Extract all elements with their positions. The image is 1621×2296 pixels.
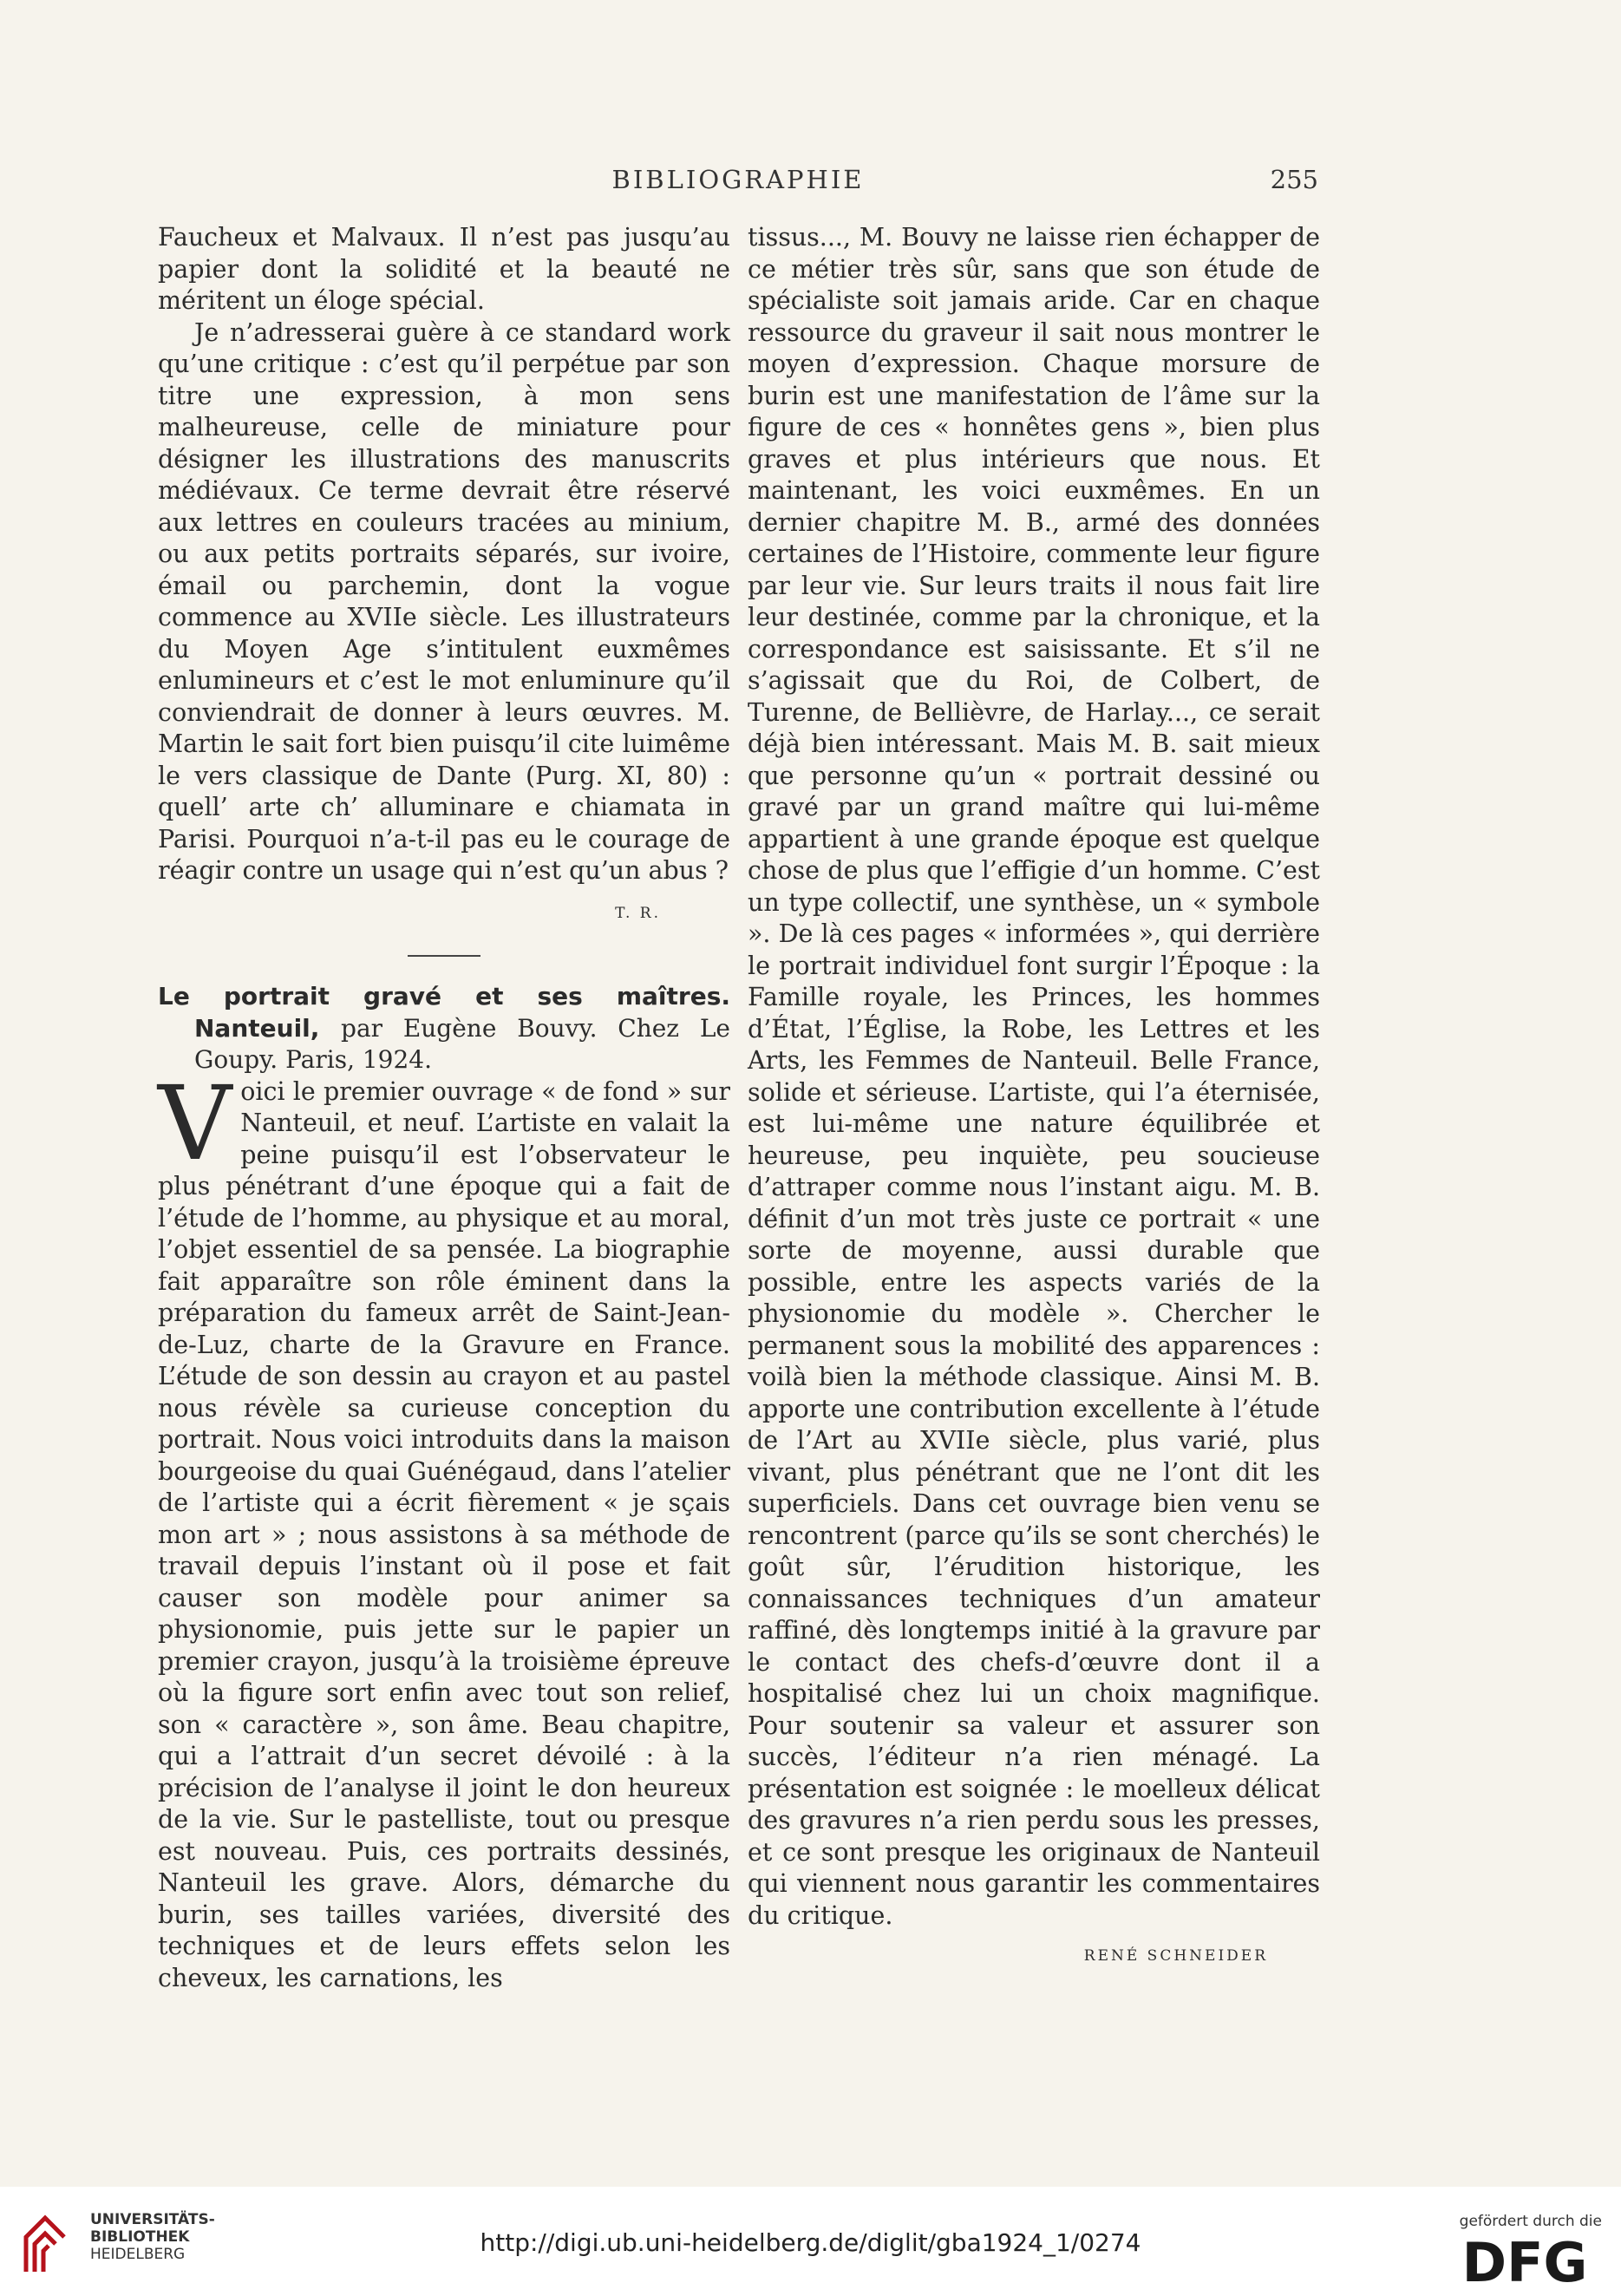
page-number: 255 — [1270, 165, 1318, 194]
sponsor-caption: gefördert durch die — [1459, 2213, 1602, 2230]
review-signature-author: RENÉ SCHNEIDER — [1083, 1947, 1268, 1965]
left-paragraph-3-text: oici le premier ouvrage « de fond » sur Nanteuil, et neuf. L’artiste en valait la peine puisqu’il est l’observateur le plus pénétrant d’une époque qui a fait de l’étude de l’homme, au physique et au moral, l’objet essentiel de sa pensée. La biographie fait apparaître son rôle éminent dans la préparation du fameux arrêt de Saint-Jean-de-Luz, charte de la Gravure en France. L’étude de son dessin au crayon et au pastel nous révèle sa curieuse conception du portrait. Nous voici introduits dans la maison bourgeoise du quai Guénégaud, dans l’atelier de l’artiste qui a écrit fièrement « je sçais mon art » ; nous assistons à sa méthode de travail depuis l’instant où il pose et fait causer son modèle pour animer sa physionomie, puis jette sur le papier un premier crayon, jusqu’à la troisième épreuve où la figure sort enfin avec tout son relief, son « caractère », son âme. Beau chapitre, qui a l’attrait d’un secret dévoilé : à la précision de l’analyse il joint le don heureux de la vie. Sur le pastelliste, tout ou presque est nouveau. Puis, ces portraits dessinés, Nanteuil les grave. Alors, démarche du burin, ses tailles variées, diversité des techniques et de leurs effets selon les cheveux, les carnations, les — [158, 1076, 730, 1992]
review-entry-meta: par Eugène Bouvy. Chez Le Goupy. Paris, 1924. — [194, 1013, 730, 1074]
viewer-footer — [0, 2187, 1621, 2296]
review-signature-initials: T. R. — [615, 904, 661, 922]
running-head — [158, 165, 1318, 200]
library-name-line-2: BIBLIOTHEK — [90, 2228, 190, 2246]
left-paragraph-2: Je n’adresserai guère à ce standard work qu’une critique : c’est qu’il perpétue par son titre une expression, à mon sens malheureuse, celle de miniature pour désigner les illustrations des manuscrits médiévaux. Ce terme devrait être réservé aux lettres en couleurs tracées au minium, ou aux petits portraits séparés, sur ivoire, émail ou parchemin, dont la vogue commence au XVIIe siècle. Les illustrateurs du Moyen Age s’intitulent euxmêmes enlumineurs et c’est le mot enluminure qu’il conviendrait de donner à leurs œuvres. M. Martin le sait fort bien puisqu’il cite luimême le vers classique de Dante (Purg. XI, 80) : quell’ arte ch’ alluminare e chiamata in Parisi. Pourquoi n’a-t-il pas eu le courage de réagir contre un usage qui n’est qu’un abus ? — [158, 317, 730, 885]
right-column — [748, 222, 1320, 1972]
library-name-line-3: HEIDELBERG — [90, 2246, 186, 2263]
section-divider — [408, 955, 480, 957]
left-paragraph-3 — [158, 1063, 730, 1995]
library-name-line-1: UNIVERSITÄTS- — [90, 2211, 215, 2228]
review-entry-title: Le portrait gravé et ses maîtres. Nanteuil, — [158, 982, 730, 1043]
right-paragraph-1: tissus..., M. Bouvy ne laisse rien échapper de ce métier très sûr, sans que son étude de spécialiste soit jamais aride. Car en chaque ressource du graveur il sait nous montrer le moyen d’expression. Chaque morsure de burin est une manifestation de l’âme sur la figure de ces « honnêtes gens », bien plus graves et plus intérieurs que nous. Et maintenant, les voici euxmêmes. En un dernier chapitre M. B., armé des données certaines de l’Histoire, commente leur figure par leur vie. Sur leurs traits il nous fait lire leur destinée, comme par la chronique, et la correspondance est saisissante. Et s’il ne s’agissait que du Roi, de Colbert, de Turenne, de Bellièvre, de Harlay..., ce serait déjà bien intéressant. Mais M. B. sait mieux que personne qu’un « portrait dessiné ou gravé par un grand maître qui lui-même appartient à une grande époque est quelque chose de plus que l’effigie d’un homme. C’est un type collectif, une synthèse, un « symbole ». De là ces pages « informées », qui derrière le portrait individuel font surgir l’Époque : la Famille royale, les Princes, les hommes d’État, l’Église, la Robe, les Lettres et les Arts, les Femmes de Nanteuil. Belle France, solide et sérieuse. L’artiste, qui l’a éternisée, est lui-même une nature équilibrée et heureuse, peu inquiète, peu soucieuse d’attraper comme nous l’instant aigu. M. B. définit d’un mot très juste ce portrait « une sorte de moyenne, aussi durable que possible, entre les aspects variés de la physionomie du modèle ». Chercher le permanent sous la mobilité des apparences : voilà bien la méthode classique. Ainsi M. B. apporte une contribution excellente à l’étude de l’Art au XVIIe siècle, plus varié, plus vivant, plus pénétrant que ne l’ont dit les superficiels. Dans cet ouvrage bien venu se rencontrent (parce qu’ils se sont cherchés) le goût sûr, l’érudition historique, les connaissances techniques d’un amateur raffiné, dès longtemps initié à la gravure par le contact des chefs-d’œuvre dont il a hospitalisé chez lui un choix magnifique. Pour soutenir sa valeur et assurer son succès, l’éditeur n’a rien ménagé. La présentation est soignée : le moelleux délicat des gravures n’a rien perdu sous les presses, et ce sont presque les originaux de Nanteuil qui viennent nous garantir les commentaires du critique. — [748, 223, 1320, 1930]
drop-cap: V — [158, 1063, 232, 1183]
dfg-logo-icon — [1448, 2234, 1602, 2286]
dfg-logo-text: DFG — [1461, 2234, 1588, 2286]
review-entry-heading — [158, 981, 730, 1076]
left-column — [158, 222, 730, 1994]
running-title: BIBLIOGRAPHIE — [611, 165, 865, 194]
permalink-url[interactable]: http://digi.ub.uni-heidelberg.de/diglit/gba1924_1/0274 — [480, 2228, 1141, 2257]
left-paragraph-1: Faucheux et Malvaux. Il n’est pas jusqu’au papier dont la solidité et la beauté ne méritent un éloge spécial. — [158, 223, 730, 315]
